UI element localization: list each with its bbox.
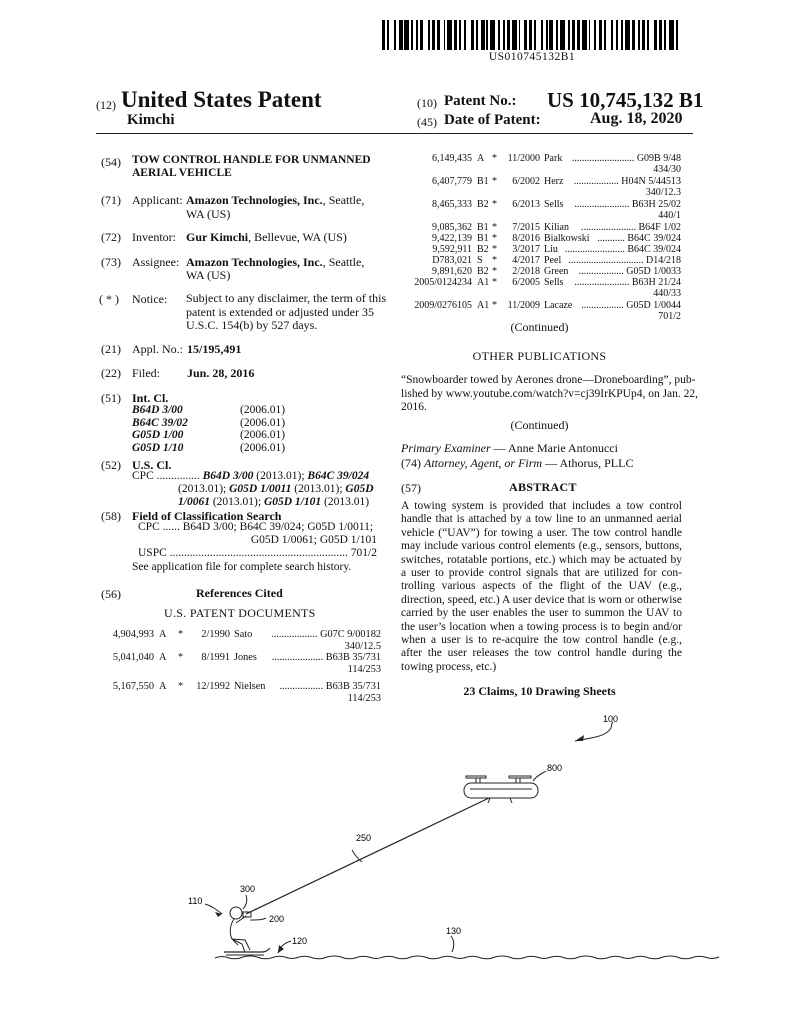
- ref-no: 8,465,333: [432, 199, 472, 210]
- ref-label-800: 800: [547, 763, 563, 773]
- date-label: Date of Patent:: [444, 112, 541, 128]
- ref-no: 9,422,139: [432, 233, 472, 244]
- assignee-label: Assignee:: [132, 255, 180, 269]
- assignee-location: , Seattle,: [322, 255, 365, 269]
- ref-label-250: 250: [356, 833, 372, 843]
- ref-date: 6/2005: [512, 277, 540, 288]
- cpc-version: (2013.01);: [209, 496, 264, 508]
- rotor-mast: [476, 778, 480, 783]
- ref-date: 11/2009: [507, 300, 540, 311]
- ref-star: *: [492, 153, 497, 164]
- abstract-label: ABSTRACT: [509, 480, 577, 494]
- ref-star: *: [492, 300, 497, 311]
- ref-star: *: [178, 629, 184, 640]
- leader-line-130: [451, 936, 454, 952]
- ref-label-300: 300: [240, 884, 256, 894]
- inventor: [186, 230, 347, 245]
- filed-date: Jun. 28, 2016: [187, 366, 255, 380]
- ref-class: [597, 233, 681, 244]
- ref-name: Sato: [234, 629, 253, 640]
- uav-drone: [464, 776, 538, 803]
- field-of-search: [132, 521, 377, 574]
- header-rule: [96, 133, 693, 134]
- ref-class: [574, 176, 681, 187]
- ref-date: 8/1991: [201, 652, 230, 663]
- assignee-name: Amazon Technologies, Inc.: [186, 255, 323, 269]
- ref-kind: B1: [477, 176, 489, 187]
- field-code-58: (58): [101, 509, 121, 523]
- ref-dots: ..............................: [568, 255, 644, 266]
- other-publication: [401, 374, 699, 415]
- publication-line: 2016.: [401, 401, 427, 413]
- barcode-bar: [678, 20, 681, 50]
- notice-line: patent is extended or adjusted under 35: [186, 304, 374, 319]
- ref-dots: ....................: [271, 652, 324, 663]
- ref-dots: .................: [279, 681, 324, 692]
- filed-label: Filed:: [132, 366, 161, 380]
- ref-class: [581, 300, 681, 311]
- notice-code: ( * ): [99, 292, 119, 306]
- ref-star: *: [492, 255, 497, 266]
- search-cpc: CPC ...... B64D 3/00; B64C 39/024; G05D 1/0011;: [138, 521, 374, 533]
- inventor-label: Inventor:: [132, 230, 176, 244]
- ref-cls: D14/218: [646, 255, 681, 266]
- document-number: US010745132B1: [488, 51, 576, 63]
- cpc-version: (2013.01);: [178, 483, 230, 495]
- ref-class-cont: 114/253: [347, 693, 381, 704]
- field-code-21: (21): [101, 342, 121, 356]
- examiner-label: Primary Examiner: [401, 441, 491, 455]
- ref-star: *: [492, 222, 497, 233]
- ref-kind: B1: [477, 233, 489, 244]
- ref-cls: B64C 39/024: [627, 233, 681, 244]
- ref-kind: A1: [477, 300, 490, 311]
- cpc-version: (2013.01): [321, 496, 370, 508]
- ref-star: *: [492, 233, 497, 244]
- ref-class-cont: 434/30: [653, 164, 681, 175]
- publication-line: lished by www.youtube.com/watch?v=cj39IrKPUp4, on Jan. 22,: [401, 387, 699, 400]
- abstract-line: handle that is attached by a tow line to an unmanned aerial: [401, 513, 682, 526]
- us-patent-documents-label: U.S. PATENT DOCUMENTS: [164, 606, 316, 620]
- cpc-line-2: [132, 483, 380, 496]
- arrowhead-120: [278, 945, 284, 953]
- field-of-search-label: Field of Classification Search: [132, 509, 282, 523]
- ref-label-100: 100: [603, 714, 619, 724]
- abstract-line: may include various control elements (e.g., sensors, buttons,: [401, 540, 682, 553]
- field-code-73: (73): [101, 255, 121, 269]
- primary-examiner: [401, 441, 618, 456]
- ref-no: 6,149,435: [432, 153, 472, 164]
- title-line-2: AERIAL VEHICLE: [132, 167, 232, 179]
- inventor-name: Gur Kimchi: [186, 230, 249, 244]
- abstract-line: when a user is to re-acquire the tow control handle (e.g.,: [401, 634, 682, 647]
- title-line-1: TOW CONTROL HANDLE FOR UNMANNED: [132, 154, 371, 166]
- search-history-note: See application file for complete search history.: [132, 560, 352, 573]
- cpc-class: G05D: [345, 483, 374, 495]
- ref-class: [272, 652, 381, 664]
- ref-no: 5,167,550: [112, 681, 154, 692]
- patent-title: [132, 154, 371, 180]
- ref-name: Peel: [544, 255, 562, 266]
- notice-text: [186, 292, 386, 333]
- cpc-class: G05D 1/101: [263, 496, 322, 508]
- ref-date: 12/1992: [196, 681, 230, 692]
- ref-kind: A: [159, 652, 167, 663]
- ref-star: *: [492, 199, 497, 210]
- label-45: (45): [417, 115, 437, 129]
- search-uspc: USPC .............................................................. 701/2: [138, 547, 377, 560]
- ref-kind: A: [477, 153, 485, 164]
- ref-label-130: 130: [446, 926, 462, 936]
- ref-kind: A: [159, 629, 167, 640]
- abstract-line: switches, rotatable portions, etc.) which may be actuated by: [401, 553, 682, 566]
- ref-no: 9,592,911: [432, 244, 472, 255]
- ref-date: 7/2015: [512, 222, 540, 233]
- ref-name: Lacaze: [544, 300, 573, 311]
- continued-2: (Continued): [510, 418, 569, 432]
- ref-date: 6/2013: [512, 199, 540, 210]
- notice-label: Notice:: [132, 292, 168, 306]
- ref-cls: G05D 1/0044: [626, 300, 681, 311]
- ref-kind: B2: [477, 266, 489, 277]
- ref-name: Kilian: [544, 222, 569, 233]
- leader-line-110: [205, 904, 222, 914]
- cpc-class: G05D 1/0011: [229, 483, 292, 495]
- cpc-classifications: [132, 470, 380, 509]
- attorney-label: Attorney, Agent, or Firm: [424, 456, 543, 470]
- patent-no-label: Patent No.:: [444, 93, 517, 109]
- ref-label-120: 120: [292, 936, 308, 946]
- ref-dots: .........................: [571, 153, 635, 164]
- leader-line-250: [352, 850, 362, 862]
- abstract-line: a user to provide control signals that are utilized for con-: [401, 567, 682, 580]
- ref-label-110: 110: [188, 896, 203, 906]
- continued-1: (Continued): [510, 320, 569, 334]
- int-cl-version: (2006.01): [240, 441, 286, 454]
- abstract-text: [401, 500, 682, 674]
- ref-name: Nielsen: [234, 681, 266, 692]
- field-code-54: (54): [101, 155, 121, 169]
- ref-class: [581, 222, 681, 233]
- cpc-version: (2013.01);: [291, 483, 346, 495]
- field-code-52: (52): [101, 458, 121, 472]
- leader-line-200: [250, 918, 266, 920]
- ref-name: Green: [544, 266, 569, 277]
- rotor-mast: [516, 778, 520, 783]
- barcode: [382, 20, 682, 50]
- representative-drawing: [0, 700, 791, 1024]
- leader-line-800: [533, 771, 546, 781]
- ref-dots: ......................: [574, 199, 630, 210]
- ref-name: Sells: [544, 277, 564, 288]
- ref-name: Liu: [544, 244, 558, 255]
- ref-class: [279, 681, 381, 693]
- ref-no: 2005/0124234: [414, 277, 472, 288]
- ref-date: 4/2017: [512, 255, 540, 266]
- claims-summary: 23 Claims, 10 Drawing Sheets: [463, 684, 616, 698]
- ref-dots: ..................: [573, 176, 619, 187]
- ref-dots: ......................: [580, 222, 636, 233]
- ref-name: Park: [544, 153, 563, 164]
- ref-cls: H04N 5/44513: [621, 176, 681, 187]
- int-cl-row: [132, 442, 285, 455]
- ref-cls: B64F 1/02: [638, 222, 681, 233]
- arrowhead-100: [575, 735, 584, 741]
- ref-date: 3/2017: [512, 244, 540, 255]
- ref-kind: S: [477, 255, 483, 266]
- abstract-line: after the user releases the tow control handle during the: [401, 647, 682, 660]
- label-10: (10): [417, 96, 437, 110]
- attorney-name: — Athorus, PLLC: [542, 456, 634, 470]
- ref-no: 9,891,620: [432, 266, 472, 277]
- abstract-line: the user’s location when a towing process is to begin and/or: [401, 620, 682, 633]
- int-cl-label: Int. Cl.: [132, 391, 169, 405]
- user-head: [230, 907, 242, 919]
- leader-line-300: [243, 895, 247, 909]
- inventor-short-name: Kimchi: [127, 112, 175, 128]
- ref-cls: B63B 35/731: [325, 652, 381, 663]
- abstract-line: vehicle (“UAV”) for towing a user. The tow control handle: [401, 526, 682, 539]
- ref-star: *: [178, 681, 184, 692]
- assignee-state: WA (US): [186, 268, 231, 282]
- field-code-56: (56): [101, 587, 121, 601]
- ref-class: [572, 153, 681, 164]
- ref-date: 6/2002: [512, 176, 540, 187]
- ref-kind: A1: [477, 277, 490, 288]
- ref-dots: ...........: [597, 233, 625, 244]
- references-cited-label: References Cited: [196, 586, 283, 600]
- abstract-code: (57): [401, 481, 421, 495]
- cpc-class: B64C 39/024: [307, 470, 370, 482]
- int-cl-row: [132, 417, 285, 430]
- ref-class-cont: 340/12.5: [344, 641, 381, 652]
- ref-class: [271, 629, 381, 641]
- ref-class-cont: 114/253: [347, 664, 381, 675]
- field-code-22: (22): [101, 366, 121, 380]
- cpc-class: 1/0061: [178, 496, 210, 508]
- search-cpc-cont: G05D 1/0061; G05D 1/101: [250, 534, 377, 547]
- ref-cls: B63H 25/02: [631, 199, 681, 210]
- ref-cls: B64C 39/024: [627, 244, 681, 255]
- ref-no: 2009/0276105: [414, 300, 472, 311]
- ref-cls: G09B 9/48: [636, 153, 681, 164]
- int-cl-code: B64D 3/00: [132, 404, 183, 416]
- water-skis: [224, 948, 270, 952]
- int-cl-version: (2006.01): [240, 429, 286, 442]
- ref-name: Sells: [544, 199, 564, 210]
- attorney: [401, 456, 633, 471]
- water-surface: [215, 956, 719, 959]
- tow-line: [246, 798, 489, 914]
- ref-class-cont: 440/33: [653, 288, 681, 299]
- ref-no: D783,021: [432, 255, 472, 266]
- ref-dots: ..................: [271, 629, 318, 640]
- cpc-version: (2013.01);: [253, 470, 308, 482]
- ref-class-cont: 340/12.3: [645, 187, 681, 198]
- ref-name: Herz: [544, 176, 564, 187]
- ref-cls: G05D 1/0033: [626, 266, 681, 277]
- cpc-class: B64D 3/00: [202, 470, 254, 482]
- applicant-state: WA (US): [186, 207, 231, 221]
- abstract-line: towing process, etc.): [401, 660, 497, 673]
- ref-no: 4,904,993: [112, 629, 154, 640]
- ref-cls: B63H 21/24: [631, 277, 681, 288]
- int-cl-version: (2006.01): [240, 404, 286, 416]
- ref-dots: ......................: [574, 277, 630, 288]
- ref-no: 6,407,779: [432, 176, 472, 187]
- ref-class: [574, 277, 681, 288]
- ref-class-cont: 701/2: [658, 311, 681, 322]
- cpc-line-3: [132, 496, 380, 509]
- appl-no: 15/195,491: [187, 342, 242, 356]
- int-cl-code: G05D 1/10: [132, 441, 184, 454]
- applicant-name: Amazon Technologies, Inc.: [186, 193, 323, 207]
- int-cl-version: (2006.01): [240, 416, 286, 429]
- ref-kind: B1: [477, 222, 489, 233]
- ref-cls: B63B 35/731: [325, 681, 381, 692]
- int-cl-list: [132, 404, 285, 454]
- ref-class: [574, 199, 681, 210]
- field-code-51: (51): [101, 391, 121, 405]
- publication-line: “Snowboarder towed by Aerones drone—Droneboarding”, pub-: [401, 374, 696, 386]
- applicant-label: Applicant:: [132, 193, 183, 207]
- ref-cls: G07C 9/00182: [320, 629, 381, 640]
- ref-date: 11/2000: [507, 153, 540, 164]
- abstract-line: A towing system is provided that includes a tow control: [401, 500, 682, 512]
- other-publications-label: OTHER PUBLICATIONS: [472, 349, 607, 363]
- ref-star: *: [492, 176, 497, 187]
- ref-class: [579, 266, 681, 277]
- ref-dots: ..................: [578, 266, 624, 277]
- abstract-line: direction, speed, etc.) A user device that is worn or otherwise: [401, 593, 682, 606]
- cpc-line-1: [132, 470, 380, 483]
- abstract-line: carried by the user enables the user to summon the UAV to: [401, 607, 682, 620]
- applicant-location: , Seattle,: [322, 193, 365, 207]
- ref-date: 2/1990: [201, 629, 230, 640]
- attorney-code: (74): [401, 456, 421, 470]
- examiner-name: — Anne Marie Antonucci: [490, 441, 618, 455]
- ref-kind: B2: [477, 199, 489, 210]
- us-cl-label: U.S. Cl.: [132, 458, 172, 472]
- patent-type-title: United States Patent: [121, 87, 322, 112]
- ref-class: [569, 255, 682, 266]
- notice-line: U.S.C. 154(b) by 527 days.: [186, 318, 318, 332]
- ref-kind: A: [159, 681, 167, 692]
- ref-name: Jones: [234, 652, 257, 663]
- ref-label-200: 200: [269, 914, 285, 924]
- inventor-location: , Bellevue, WA (US): [248, 230, 347, 244]
- field-code-71: (71): [101, 193, 121, 207]
- ref-no: 5,041,040: [112, 652, 154, 663]
- ref-date: 2/2018: [512, 266, 540, 277]
- abstract-line: trolling various aspects of the flight of the UAV (e.g.,: [401, 580, 682, 593]
- cpc-prefix: CPC ...............: [132, 470, 200, 482]
- ref-kind: B2: [477, 244, 489, 255]
- int-cl-row: [132, 404, 285, 417]
- ref-dots: .................: [581, 300, 624, 311]
- field-code-72: (72): [101, 230, 121, 244]
- applicant: [186, 193, 364, 208]
- ref-date: 8/2016: [512, 233, 540, 244]
- int-cl-row: [132, 429, 285, 442]
- int-cl-code: B64C 39/02: [132, 416, 188, 429]
- ref-dots: ........................: [564, 244, 625, 255]
- patent-date: Aug. 18, 2020: [590, 110, 683, 127]
- ref-star: *: [492, 266, 497, 277]
- int-cl-code: G05D 1/00: [132, 429, 184, 442]
- ref-no: 9,085,362: [432, 222, 472, 233]
- uav-body: [464, 783, 538, 798]
- label-12: (12): [96, 98, 116, 112]
- ref-class-cont: 440/1: [658, 210, 681, 221]
- patent-number: US 10,745,132 B1: [547, 88, 704, 112]
- ref-star: *: [492, 244, 497, 255]
- uav-legs: [488, 798, 512, 803]
- ref-name: Bialkowski: [544, 233, 590, 244]
- ref-class: [565, 244, 681, 255]
- ref-star: *: [178, 652, 184, 663]
- ref-star: *: [492, 277, 497, 288]
- notice-line: Subject to any disclaimer, the term of this: [186, 291, 387, 305]
- appl-no-label: Appl. No.:: [132, 342, 183, 356]
